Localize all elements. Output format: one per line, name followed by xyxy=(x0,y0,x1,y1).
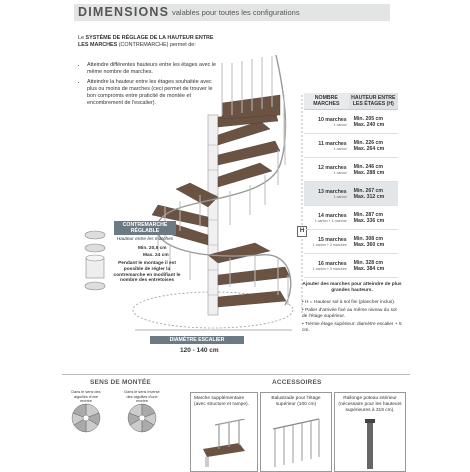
min-cell: Min. 205 cm xyxy=(353,115,384,122)
rotation-direction-icons xyxy=(68,402,164,436)
table-row xyxy=(304,254,398,278)
steps-cell: 13 marches xyxy=(318,188,347,195)
table-row xyxy=(304,110,398,134)
min-cell: Min. 328 cm xyxy=(353,259,384,266)
height-label: H xyxy=(297,226,307,237)
bullet-item: • Atteindre la hauteur entre les étages souhaitée avec plus ou moins de marches (ceci permet de trouver le bon compromis entre praticité de montée et encombrement de l'escalier). xyxy=(87,79,220,107)
divider xyxy=(62,374,410,375)
bullet-item: • Atteindre différentes hauteurs entre les étages avec le même nombre de marches. xyxy=(87,62,220,76)
notes-list xyxy=(302,300,402,334)
note-cell: 1 carton + 2 marches xyxy=(312,242,347,247)
max-cell: Max. 288 cm xyxy=(353,169,385,176)
accessory-text: Balustrade pour l'étage supérieur (100 cm) xyxy=(271,396,321,407)
max-cell: Max. 264 cm xyxy=(353,145,385,152)
max-cell: Max. 384 cm xyxy=(353,265,385,272)
intro-bold: SYSTÈME DE RÉGLAGE DE LA HAUTEUR ENTRE LES MARCHES xyxy=(78,35,214,48)
intro-text xyxy=(78,35,220,49)
table-row xyxy=(304,206,398,230)
steps-cell: 16 marches xyxy=(318,260,347,267)
staircase-illustration xyxy=(80,55,305,360)
note-item: • Trémie étage supérieur: diamètre escalier + 5 cm. xyxy=(302,322,402,333)
steps-cell: 15 marches xyxy=(318,236,347,243)
min-cell: Min. 308 cm xyxy=(353,235,384,242)
riser-label: CONTREMARCHE RÉGLABLE xyxy=(114,221,176,235)
intro-pre: Le xyxy=(78,35,86,41)
min-cell: Min. 287 cm xyxy=(353,211,384,218)
page-subtitle: valables pour toutes les configurations xyxy=(172,8,300,17)
diameter-label: DIAMÈTRE ESCALIER xyxy=(150,336,244,344)
riser-sub: Hauteur entre les marches xyxy=(116,237,174,242)
header-bar xyxy=(74,4,390,21)
max-cell: Max. 312 cm xyxy=(353,193,385,200)
page-title: DIMENSIONS xyxy=(78,5,170,19)
note-item: • H = Hauteur sol à sol fini (plancher inclus). xyxy=(302,300,396,305)
table-after-note: Ajouter des marches pour atteindre de plus grandes hauteurs. xyxy=(302,282,402,293)
note-cell: 1 carton xyxy=(333,146,347,151)
accessory-text: Marche supplémentaire (avec structure et rampe). xyxy=(194,396,249,407)
dimensions-table xyxy=(304,93,398,278)
max-cell: Max. 240 cm xyxy=(353,121,385,128)
diameter-value: 120 - 140 cm xyxy=(180,347,219,354)
accessory-card-balustrade xyxy=(260,392,332,472)
accessory-card-step xyxy=(190,392,258,472)
riser-max: Max. 24 cm xyxy=(143,253,169,258)
max-cell: Max. 336 cm xyxy=(353,217,385,224)
pole-extension-icon xyxy=(362,419,378,469)
intro-post: (CONTREMARCHE) permet de: xyxy=(117,42,196,48)
note-cell: 1 carton + 3 marches xyxy=(312,266,347,271)
riser-min: Min. 20,5 cm xyxy=(138,246,167,251)
table-row xyxy=(304,134,398,158)
min-cell: Min. 226 cm xyxy=(353,139,384,146)
accessory-text: Rallonge poteau intérieur (nécessaire pour les hauteurs supérieures à 319 cm). xyxy=(338,396,402,413)
balustrade-icon xyxy=(267,417,325,469)
steps-cell: 10 marches xyxy=(318,116,347,123)
riser-note: Pendant le montage il est possible de régler la contremarche en modifiant le nombre des entretoises xyxy=(113,261,181,284)
sens-right-label: Dans le sens inverse des aiguilles d'une montre xyxy=(124,390,160,404)
max-cell: Max. 360 cm xyxy=(353,241,385,248)
sens-left-label: Dans le sens des aiguilles d'une montre xyxy=(71,390,101,404)
steps-cell: 12 marches xyxy=(318,164,347,171)
table-row-highlight xyxy=(304,182,398,206)
steps-cell: 11 marches xyxy=(318,140,347,147)
accessory-card-pole xyxy=(334,392,406,472)
note-cell: 1 carton xyxy=(333,122,347,127)
note-item: • Palier d'arrivée fixé au même niveau du sol de l'étage supérieur. xyxy=(302,308,397,319)
sens-title: SENS DE MONTÉE xyxy=(90,379,151,386)
note-cell: 1 carton xyxy=(333,194,347,199)
min-cell: Min. 246 cm xyxy=(353,163,384,170)
extra-step-icon xyxy=(199,419,251,467)
table-row xyxy=(304,230,398,254)
accessories-title: ACCESSOIRES xyxy=(272,379,322,386)
min-cell: Min. 267 cm xyxy=(353,187,384,194)
note-cell: 1 carton xyxy=(333,170,347,175)
steps-cell: 14 marches xyxy=(318,212,347,219)
col-header-steps: NOMBRE MARCHES xyxy=(304,93,349,110)
col-header-height: HAUTEUR ENTRE LES ÉTAGES (H) xyxy=(349,93,398,110)
note-cell: 1 carton + 1 marche xyxy=(314,218,347,223)
riser-spacer-icon xyxy=(80,228,110,300)
table-row xyxy=(304,158,398,182)
